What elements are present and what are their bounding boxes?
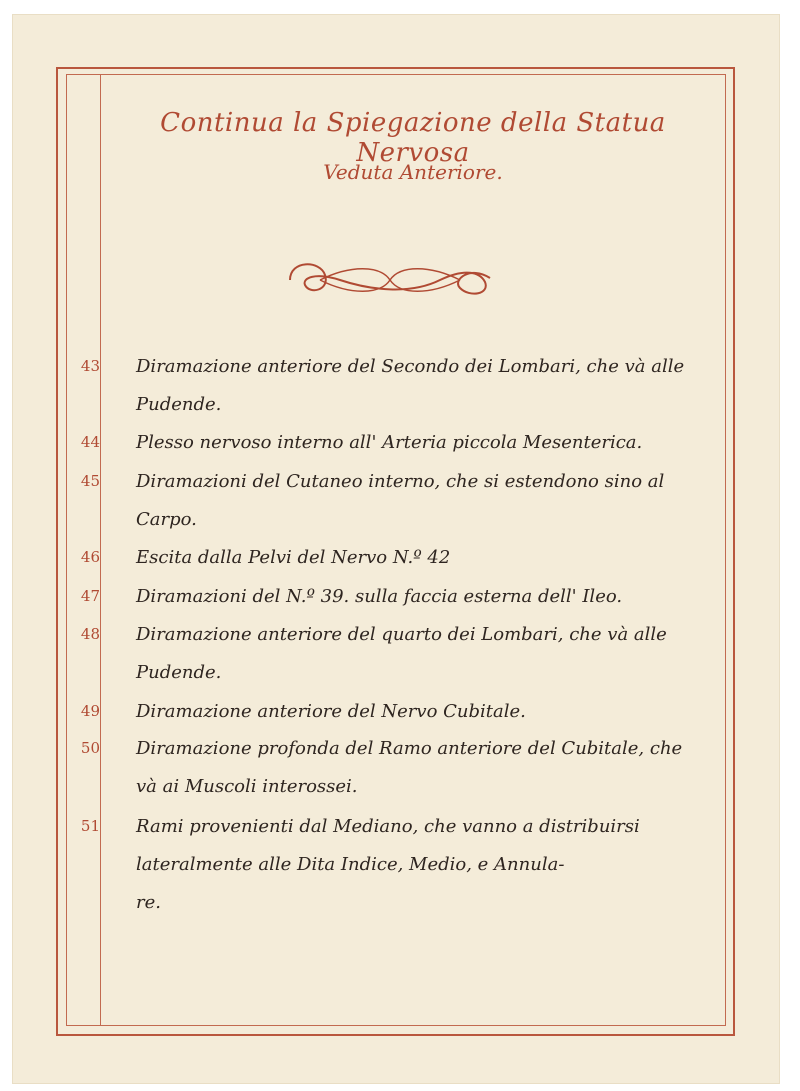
page-subtitle: Veduta Anteriore.	[323, 160, 503, 184]
margin-rule	[100, 74, 101, 1026]
entry-number: 45	[80, 472, 100, 490]
entry-number: 44	[80, 433, 100, 451]
entry-number: 51	[80, 817, 100, 835]
entry-number: 46	[80, 548, 100, 566]
entry-number: 48	[80, 625, 100, 643]
entry-text: Escita dalla Pelvi del Nervo N.º 42	[136, 547, 451, 568]
entry-text: Rami provenienti dal Mediano, che vanno a distribuirsi lateralmente alle Dita Indice, Medio, e Annula- re.	[136, 816, 640, 913]
entry-text: Diramazioni del N.º 39. sulla faccia esterna dell' Ileo.	[136, 586, 623, 607]
flourish-ornament	[280, 250, 500, 310]
entry-text: Diramazione anteriore del Secondo dei Lombari, che và alle Pudende.	[136, 356, 685, 415]
entry-text: Plesso nervoso interno all' Arteria piccola Mesenterica.	[136, 432, 643, 453]
entry-number: 49	[80, 702, 100, 720]
entry-number: 47	[80, 587, 100, 605]
page-title: Continua la Spiegazione della Statua Nervosa	[160, 108, 666, 168]
entry-text: Diramazioni del Cutaneo interno, che si estendono sino al Carpo.	[136, 471, 665, 530]
entry-text: Diramazione profonda del Ramo anteriore del Cubitale, che và ai Muscoli interossei.	[136, 738, 683, 797]
entry-text: Diramazione anteriore del Nervo Cubitale.	[136, 701, 526, 722]
entry-number: 50	[80, 739, 100, 757]
entry-text: Diramazione anteriore del quarto dei Lombari, che và alle Pudende.	[136, 624, 667, 683]
entry-number: 43	[80, 357, 100, 375]
